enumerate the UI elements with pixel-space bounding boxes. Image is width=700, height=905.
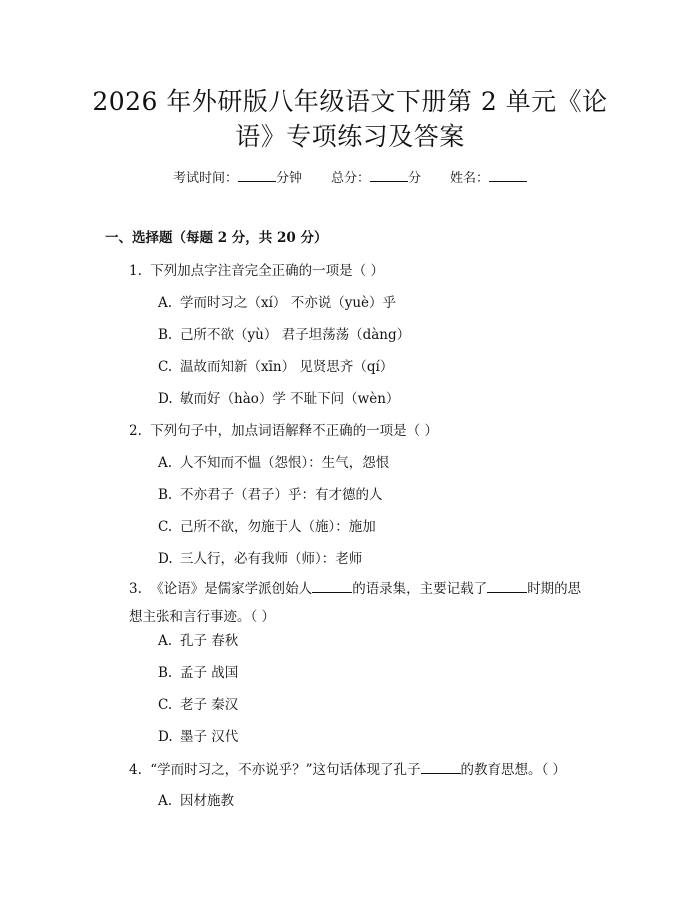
option-letter: C. [158,519,173,535]
option-letter: A. [158,793,173,809]
exam-info [0,168,700,188]
question-number: 4. [129,762,142,778]
question-text: 下列加点字注音完全正确的一项是（ ） [150,263,384,279]
question-text: 下列句子中，加点词语解释不正确的一项是（ ） [150,423,438,439]
option-letter: A. [158,295,173,311]
time-blank [238,168,276,182]
question-4 [129,760,566,779]
option-text: 不亦君子（君子）乎：有才德的人 [180,487,383,503]
option-text: 孔子 春秋 [180,633,239,649]
fill-blank [487,579,527,593]
q1-option-b [158,326,410,344]
question-1 [129,262,384,280]
question-2 [129,422,438,440]
option-text: 人不知而不愠（怨恨）：生气，怨恨 [180,455,390,471]
question-number: 2. [129,423,142,439]
option-letter: B. [158,487,173,503]
q4-option-a [158,792,234,810]
option-letter: C. [158,359,173,375]
question-text-part-2: 的语录集，主要记载了 [352,581,488,597]
option-text: 敏而好（hào）学 不耻下问（wèn） [180,391,400,407]
question-text-part-1: “学而时习之，不亦说乎？”这句话体现了孔子 [150,762,421,778]
option-text: 己所不欲（yù） 君子坦荡荡（dàng） [180,327,411,343]
option-letter: B. [158,327,173,343]
q3-option-d [158,728,238,746]
q3-option-a [158,632,238,650]
option-text: 三人行，必有我师（师）：老师 [180,551,363,567]
option-letter: C. [158,697,173,713]
fill-blank [312,579,352,593]
option-text: 孟子 战国 [180,665,239,681]
q2-option-c [158,518,376,536]
option-letter: A. [158,633,173,649]
document-title-line-1: 2026 年外研版八年级语文下册第 2 单元《论 [92,87,608,116]
score-label: 总分： [330,171,370,186]
q3-option-b [158,664,238,682]
q2-option-d [158,550,362,568]
option-letter: A. [158,455,173,471]
time-label: 考试时间： [173,171,239,186]
option-letter: D. [158,729,173,745]
question-text-part-1: 《论语》是儒家学派创始人 [150,581,313,597]
fill-blank [421,760,461,774]
name-blank [489,168,527,182]
time-unit: 分钟 [276,171,303,186]
question-text-part-3: 时期的思想主张和言行事迹。（ ） [129,581,582,625]
option-text: 己所不欲，勿施于人（施）：施加 [180,519,376,535]
question-text-part-2: 的教育思想。（ ） [460,762,567,778]
option-text: 因材施教 [180,793,234,809]
q2-option-a [158,454,389,472]
q3-option-c [158,696,238,714]
question-number: 3. [129,581,142,597]
score-blank [370,168,408,182]
q2-option-b [158,486,383,504]
option-text: 墨子 汉代 [180,729,239,745]
question-3 [129,575,591,631]
document-title-line-2: 语》专项练习及答案 [235,122,465,151]
option-text: 老子 秦汉 [180,697,239,713]
option-letter: D. [158,391,173,407]
name-label: 姓名： [449,171,489,186]
q1-option-d [158,390,399,408]
question-number: 1. [129,263,142,279]
option-letter: B. [158,665,173,681]
score-unit: 分 [408,171,422,186]
option-text: 温故而知新（xīn） 见贤思齐（qí） [180,359,394,375]
q1-option-a [158,294,396,312]
option-letter: D. [158,551,173,567]
section-heading: 一、选择题（每题 2 分，共 20 分） [105,230,328,246]
option-text: 学而时习之（xí） 不亦说（yuè）乎 [180,295,397,311]
q1-option-c [158,358,393,376]
